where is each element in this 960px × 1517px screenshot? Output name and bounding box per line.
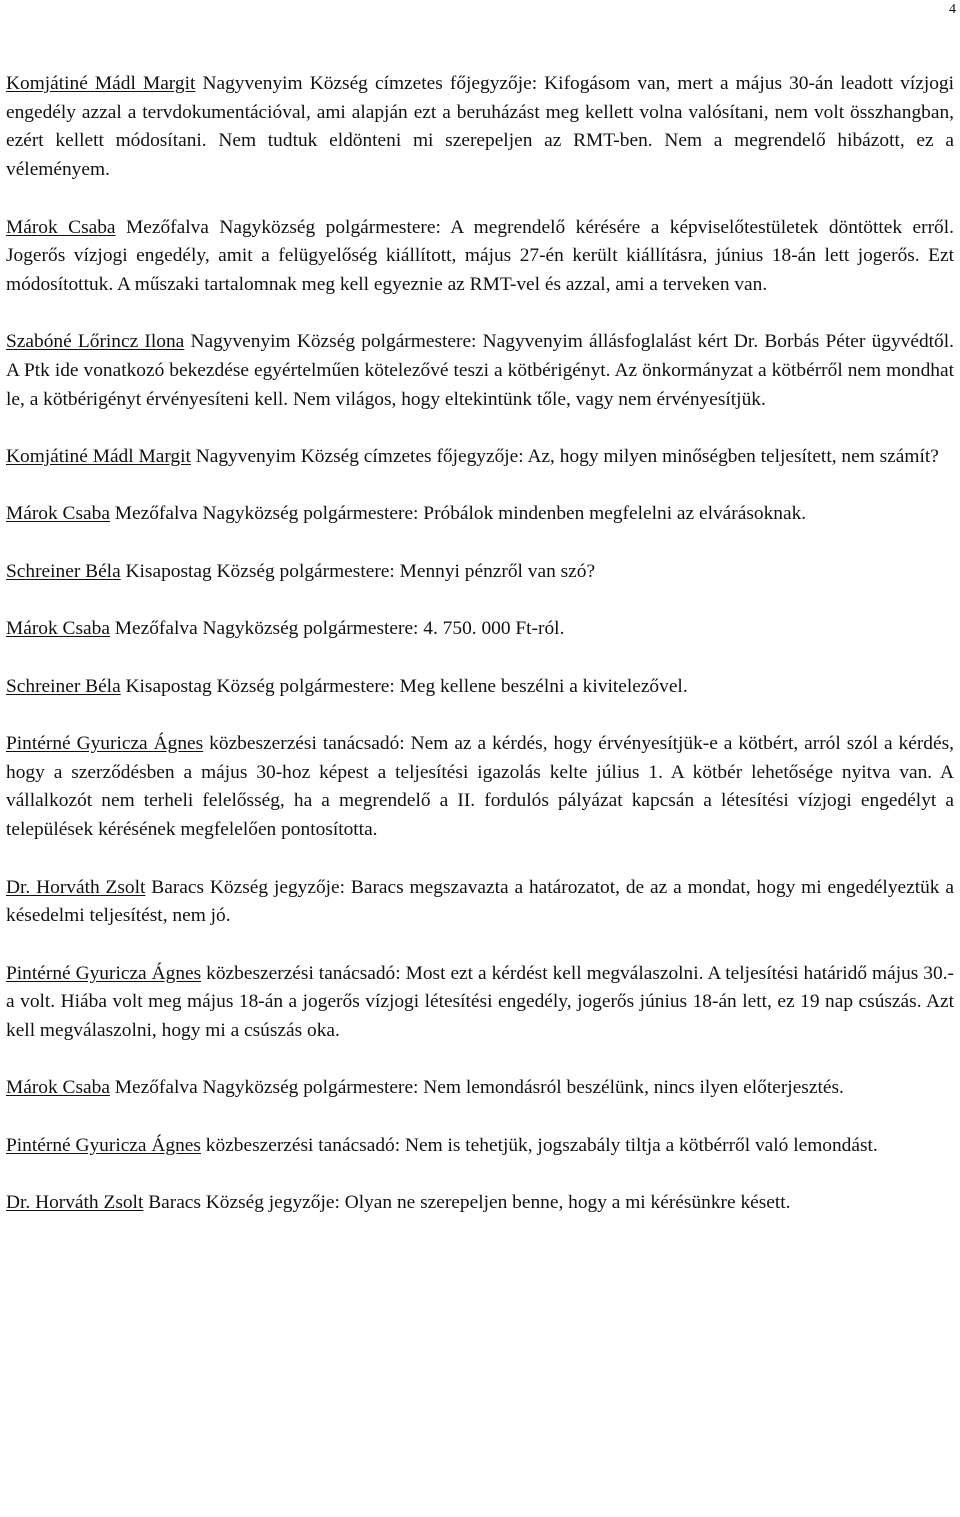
paragraph-text: Kisapostag Község polgármestere: Mennyi pénzről van szó? <box>120 560 596 582</box>
paragraph <box>6 730 954 845</box>
paragraph-text: közbeszerzési tanácsadó: Nem az a kérdés, hogy érvényesítjük-e a kötbért, arról szól a kérdés, hogy a szerződésben a május 30-hoz képest a teljesítési igazolás kelte július 1. A kötbér lehetősége nyitva van. A vállalkozót nem terheli felelősség, ha a megrendelő a II. fordulós pályázat kapcsán a létesítési vízjogi engedélyt a települések kérésének megfelelően pontosította. <box>6 733 955 841</box>
paragraph-text: Nagyvenyim Község polgármestere: Nagyvenyim állásfoglalást kért Dr. Borbás Péter ügyvédtől. A Ptk ide vonatkozó bekezdése egyértelműen kötelezővé teszi a kötbérigényt. Az önkormányzat a kötbérről nem mondhat le, a kötbérigényt érvényesíteni kell. Nem világos, hogy eltekintünk tőle, vagy nem érvényesítjük. <box>6 331 954 410</box>
speaker-name: Márok Csaba <box>6 618 110 640</box>
document-body <box>6 70 954 1247</box>
paragraph <box>6 615 954 644</box>
speaker-name: Komjátiné Mádl Margit <box>6 73 196 94</box>
paragraph-text: Baracs Község jegyzője: Baracs megszavazta a határozatot, de az a mondat, hogy mi engedélyeztük a késedelmi teljesítést, nem jó. <box>6 876 954 927</box>
speaker-name: Márok Csaba <box>6 216 116 238</box>
speaker-name: Dr. Horváth Zsolt <box>6 1192 144 1214</box>
paragraph <box>6 558 954 587</box>
speaker-name: Pintérné Gyuricza Ágnes <box>6 962 202 984</box>
paragraph <box>6 214 954 300</box>
paragraph <box>6 443 954 472</box>
paragraph-text: Mezőfalva Nagyközség polgármestere: 4. 750. 000 Ft-ról. <box>109 618 565 640</box>
paragraph <box>6 874 954 931</box>
speaker-name: Schreiner Béla <box>6 675 121 697</box>
paragraph-text: Mezőfalva Nagyközség polgármestere: Nem lemondásról beszélünk, nincs ilyen előterjesztés. <box>109 1077 844 1099</box>
paragraph-text: Mezőfalva Nagyközség polgármestere: Próbálok mindenben megfelelni az elvárásoknak. <box>109 503 807 525</box>
speaker-name: Pintérné Gyuricza Ágnes <box>6 1134 201 1156</box>
paragraph-text: közbeszerzési tanácsadó: Most ezt a kérdést kell megválaszolni. A teljesítési határidő május 30.-a volt. Hiába volt meg május 18-án a jogerős vízjogi létesítési engedély, jogerős június 18-án lett, ez 19 nap csúszás. Azt kell megválaszolni, hogy mi a csúszás oka. <box>6 962 955 1042</box>
speaker-name: Schreiner Béla <box>6 560 121 582</box>
paragraph-text: Kisapostag Község polgármestere: Meg kellene beszélni a kivitelezővel. <box>120 675 688 697</box>
speaker-name: Dr. Horváth Zsolt <box>6 876 146 898</box>
speaker-name: Szabóné Lőrincz Ilona <box>6 331 185 353</box>
paragraph <box>6 500 954 529</box>
paragraph-text: Nagyvenyim Község címzetes főjegyzője: Az, hogy milyen minőségben teljesített, nem számít? <box>190 446 939 468</box>
speaker-name: Komjátiné Mádl Margit <box>6 446 191 468</box>
paragraph <box>6 1189 954 1218</box>
paragraph <box>6 1074 954 1103</box>
paragraph <box>6 1132 954 1161</box>
paragraph-text: Mezőfalva Nagyközség polgármestere: A megrendelő kérésére a képviselőtestületek döntöttek erről. Jogerős vízjogi engedély, amit a felügyelőség kiállított, május 27-én került kiállításra, június 18-án lett jogerős. Ezt módosítottuk. A műszaki tartalomnak meg kell egyeznie az RMT-vel és azzal, ami a terveken van. <box>6 216 954 295</box>
speaker-name: Pintérné Gyuricza Ágnes <box>6 733 204 755</box>
paragraph-text: Baracs Község jegyzője: Olyan ne szerepeljen benne, hogy a mi kérésünkre késett. <box>143 1192 791 1214</box>
speaker-name: Márok Csaba <box>6 503 110 525</box>
paragraph <box>6 328 954 414</box>
paragraph <box>6 960 954 1046</box>
page-number: 4 <box>949 2 956 17</box>
speaker-name: Márok Csaba <box>6 1077 110 1099</box>
paragraph-text: Nagyvenyim Község címzetes főjegyzője: Kifogásom van, mert a május 30-án leadott vízjogi engedély azzal a tervdokumentációval, ami alapján ezt a beruházást meg kellett volna valósítani, nem volt összhangban, ezért kellett módosítani. Nem tudtuk eldönteni mi szerepeljen az RMT-ben. Nem a megrendelő hibázott, ez a véleményem. <box>6 73 955 181</box>
paragraph-text: közbeszerzési tanácsadó: Nem is tehetjük, jogszabály tiltja a kötbérről való lemondást. <box>200 1134 878 1156</box>
paragraph <box>6 673 954 702</box>
paragraph <box>6 70 954 185</box>
